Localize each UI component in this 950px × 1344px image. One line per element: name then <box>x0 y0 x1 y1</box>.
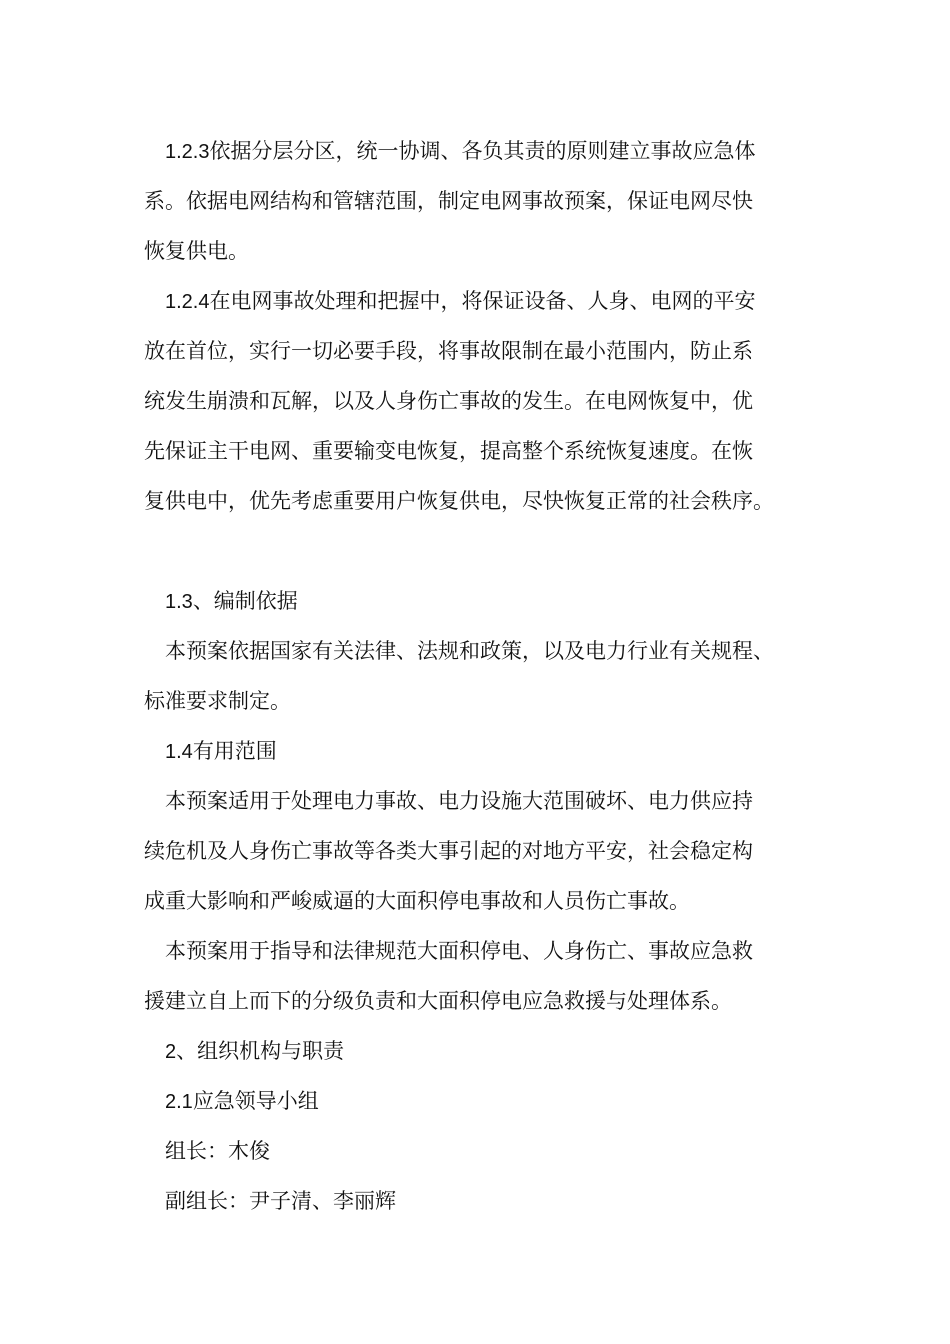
paragraph-scope-line-3: 成重大影响和严峻威逼的大面积停电事故和人员伤亡事故。 <box>144 889 690 913</box>
heading-1-3: 1.3、编制依据 <box>165 589 298 613</box>
section-number: 1.2.3 <box>165 141 210 163</box>
deputy-leader-line: 副组长：尹子清、李丽辉 <box>165 1189 396 1213</box>
paragraph-1-2-4-line-1: 1.2.4在电网事故处理和把握中，将保证设备、人身、电网的平安 <box>165 289 756 313</box>
paragraph-1-2-4-line-4: 先保证主干电网、重要输变电恢复，提高整个系统恢复速度。在恢 <box>144 439 753 463</box>
blank-line <box>144 526 814 576</box>
paragraph-1-2-4-line-3: 统发生崩溃和瓦解，以及人身伤亡事故的发生。在电网恢复中，优 <box>144 389 753 413</box>
document-body <box>144 126 814 1226</box>
paragraph-basis-line-1: 本预案依据国家有关法律、法规和政策，以及电力行业有关规程、 <box>165 639 774 663</box>
section-number: 2.1 <box>165 1091 193 1113</box>
paragraph-scope-line-2: 续危机及人身伤亡事故等各类大事引起的对地方平安，社会稳定构 <box>144 839 753 863</box>
team-leader-line: 组长：木俊 <box>165 1139 270 1163</box>
paragraph-1-2-3-line-1: 1.2.3依据分层分区，统一协调、各负其责的原则建立事故应急体 <box>165 139 756 163</box>
section-number: 1.2.4 <box>165 291 210 313</box>
paragraph-1-2-3-line-2: 系。依据电网结构和管辖范围，制定电网事故预案，保证电网尽快 <box>144 189 753 213</box>
heading-1-4: 1.4有用范围 <box>165 739 277 763</box>
paragraph-guidance-line-2: 援建立自上而下的分级负责和大面积停电应急救援与处理体系。 <box>144 989 732 1013</box>
heading-2-1: 2.1应急领导小组 <box>165 1089 319 1113</box>
heading-2: 2、组织机构与职责 <box>165 1039 345 1063</box>
paragraph-basis-line-2: 标准要求制定。 <box>144 689 291 713</box>
paragraph-scope-line-1: 本预案适用于处理电力事故、电力设施大范围破坏、电力供应持 <box>165 789 753 813</box>
paragraph-guidance-line-1: 本预案用于指导和法律规范大面积停电、人身伤亡、事故应急救 <box>165 939 753 963</box>
section-number: 2 <box>165 1041 177 1063</box>
paragraph-1-2-4-line-2: 放在首位，实行一切必要手段，将事故限制在最小范围内，防止系 <box>144 339 753 363</box>
paragraph-1-2-3-line-3: 恢复供电。 <box>144 239 249 263</box>
paragraph-1-2-4-line-5: 复供电中，优先考虑重要用户恢复供电，尽快恢复正常的社会秩序。 <box>144 489 774 513</box>
section-number: 1.4 <box>165 741 193 763</box>
section-number: 1.3 <box>165 591 193 613</box>
